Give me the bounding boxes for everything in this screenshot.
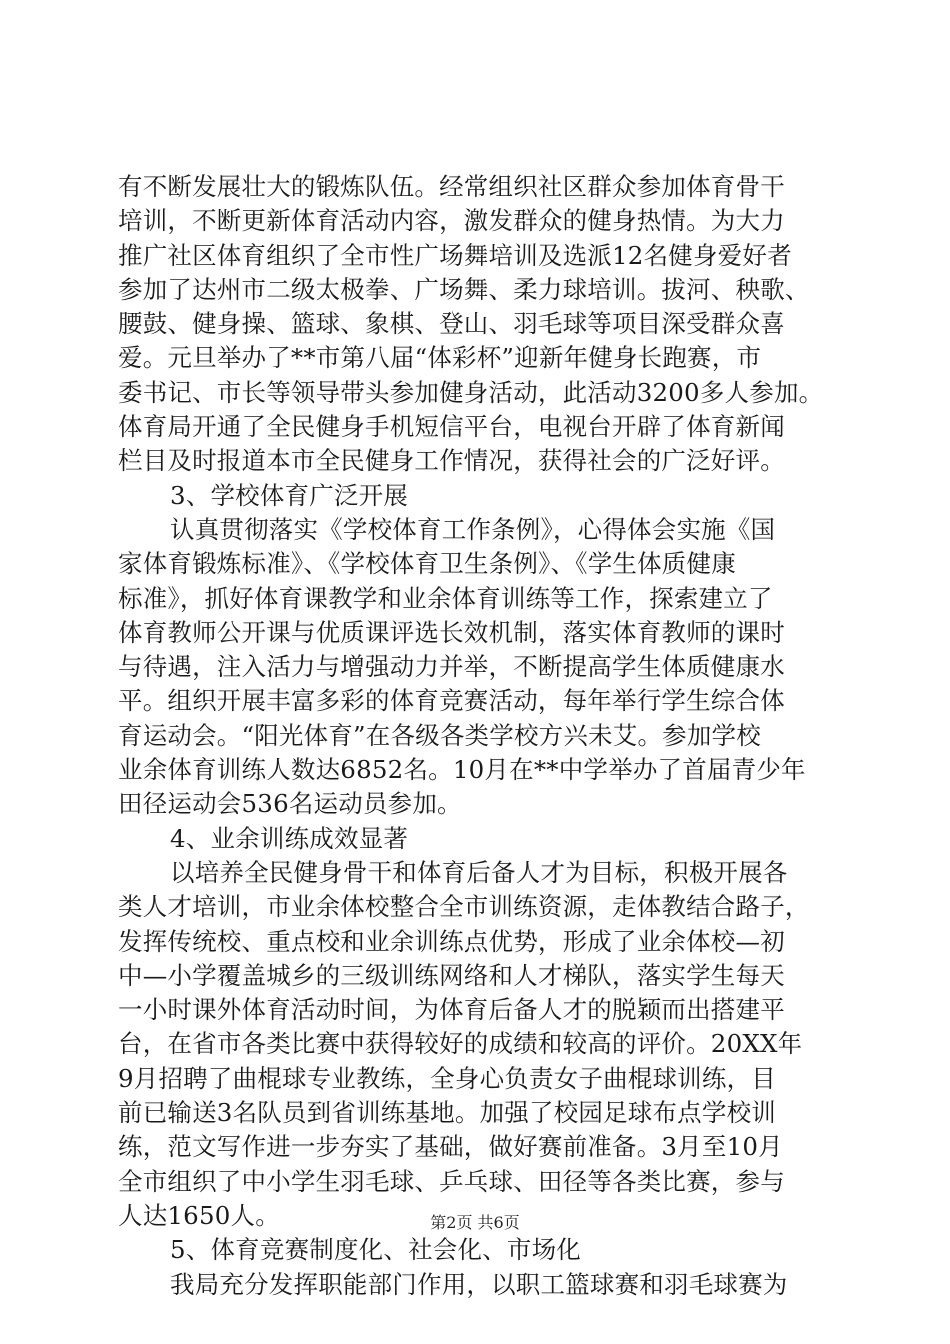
section-heading: 5、体育竞赛制度化、社会化、市场化 bbox=[170, 1235, 581, 1265]
text-line: 参加了达州市二级太极拳、广场舞、柔力球培训。拔河、秧歌、 bbox=[118, 274, 810, 304]
text-line: 9月招聘了曲棍球专业教练，全身心负责女子曲棍球训练，目 bbox=[118, 1063, 776, 1093]
text-line: 练，范文写作进一步夯实了基础，做好赛前准备。3月至10月 bbox=[118, 1132, 783, 1162]
page-footer bbox=[0, 1213, 950, 1233]
section-heading: 4、业余训练成效显著 bbox=[170, 823, 409, 853]
document-body bbox=[118, 170, 838, 1302]
text-line: 与待遇，注入活力与增强动力并举，不断提高学生体质健康水 bbox=[118, 652, 785, 682]
text-line: 标准》，抓好体育课教学和业余体育训练等工作，探索建立了 bbox=[118, 583, 773, 613]
text-line: 爱。元旦举办了**市第八届“体彩杯”迎新年健身长跑赛，市 bbox=[118, 343, 762, 373]
text-line: 全市组织了中小学生羽毛球、乒乓球、田径等各类比赛，参与 bbox=[118, 1166, 785, 1196]
text-line: 有不断发展壮大的锻炼队伍。经常组织社区群众参加体育骨干 bbox=[118, 172, 785, 201]
text-line: 田径运动会536名运动员参加。 bbox=[118, 789, 462, 819]
text-line: 体育局开通了全民健身手机短信平台，电视台开辟了体育新闻 bbox=[118, 412, 785, 442]
text-line: 业余体育训练人数达6852名。10月在**中学举办了首届青少年 bbox=[118, 755, 806, 785]
text-line: 我局充分发挥职能部门作用，以职工篮球赛和羽毛球赛为 bbox=[170, 1269, 788, 1299]
text-line: 台，在省市各类比赛中获得较好的成绩和较高的评价。20XX年 bbox=[118, 1029, 803, 1059]
text-line: 推广社区体育组织了全市性广场舞培训及选派12名健身爱好者 bbox=[118, 240, 792, 270]
text-line: 前已输送3名队员到省训练基地。加强了校园足球布点学校训 bbox=[118, 1098, 776, 1128]
text-line: 家体育锻炼标准》、《学校体育卫生条例》、《学生体质健康 bbox=[118, 549, 736, 579]
text-line: 体育教师公开课与优质课评选长效机制，落实体育教师的课时 bbox=[118, 617, 785, 647]
section-heading: 3、学校体育广泛开展 bbox=[170, 480, 409, 510]
text-line: 培训，不断更新体育活动内容，激发群众的健身热情。为大力 bbox=[118, 206, 785, 236]
text-line: 育运动会。“阳光体育”在各级各类学校方兴未艾。参加学校 bbox=[118, 720, 761, 750]
text-line: 人达1650人。 bbox=[118, 1200, 280, 1230]
text-line: 委书记、市长等领导带头参加健身活动，此活动3200多人参加。 bbox=[118, 377, 824, 407]
text-line: 栏目及时报道本市全民健身工作情况，获得社会的广泛好评。 bbox=[118, 446, 785, 476]
text-line: 平。组织开展丰富多彩的体育竞赛活动，每年举行学生综合体 bbox=[118, 686, 785, 716]
text-line: 发挥传统校、重点校和业余训练点优势，形成了业余体校—初 bbox=[118, 926, 785, 956]
text-line: 中—小学覆盖城乡的三级训练网络和人才梯队，落实学生每天 bbox=[118, 960, 785, 990]
page-number-label: 第2页 共6页 bbox=[430, 1213, 520, 1232]
text-line: 一小时课外体育活动时间，为体育后备人才的脱颖而出搭建平 bbox=[118, 995, 785, 1025]
text-line: 类人才培训，市业余体校整合全市训练资源，走体教结合路子， bbox=[118, 892, 810, 922]
text-line: 认真贯彻落实《学校体育工作条例》，心得体会实施《国 bbox=[170, 514, 776, 544]
text-line: 腰鼓、健身操、篮球、象棋、登山、羽毛球等项目深受群众喜 bbox=[118, 309, 785, 339]
text-line: 以培养全民健身骨干和体育后备人才为目标，积极开展各 bbox=[170, 857, 788, 887]
